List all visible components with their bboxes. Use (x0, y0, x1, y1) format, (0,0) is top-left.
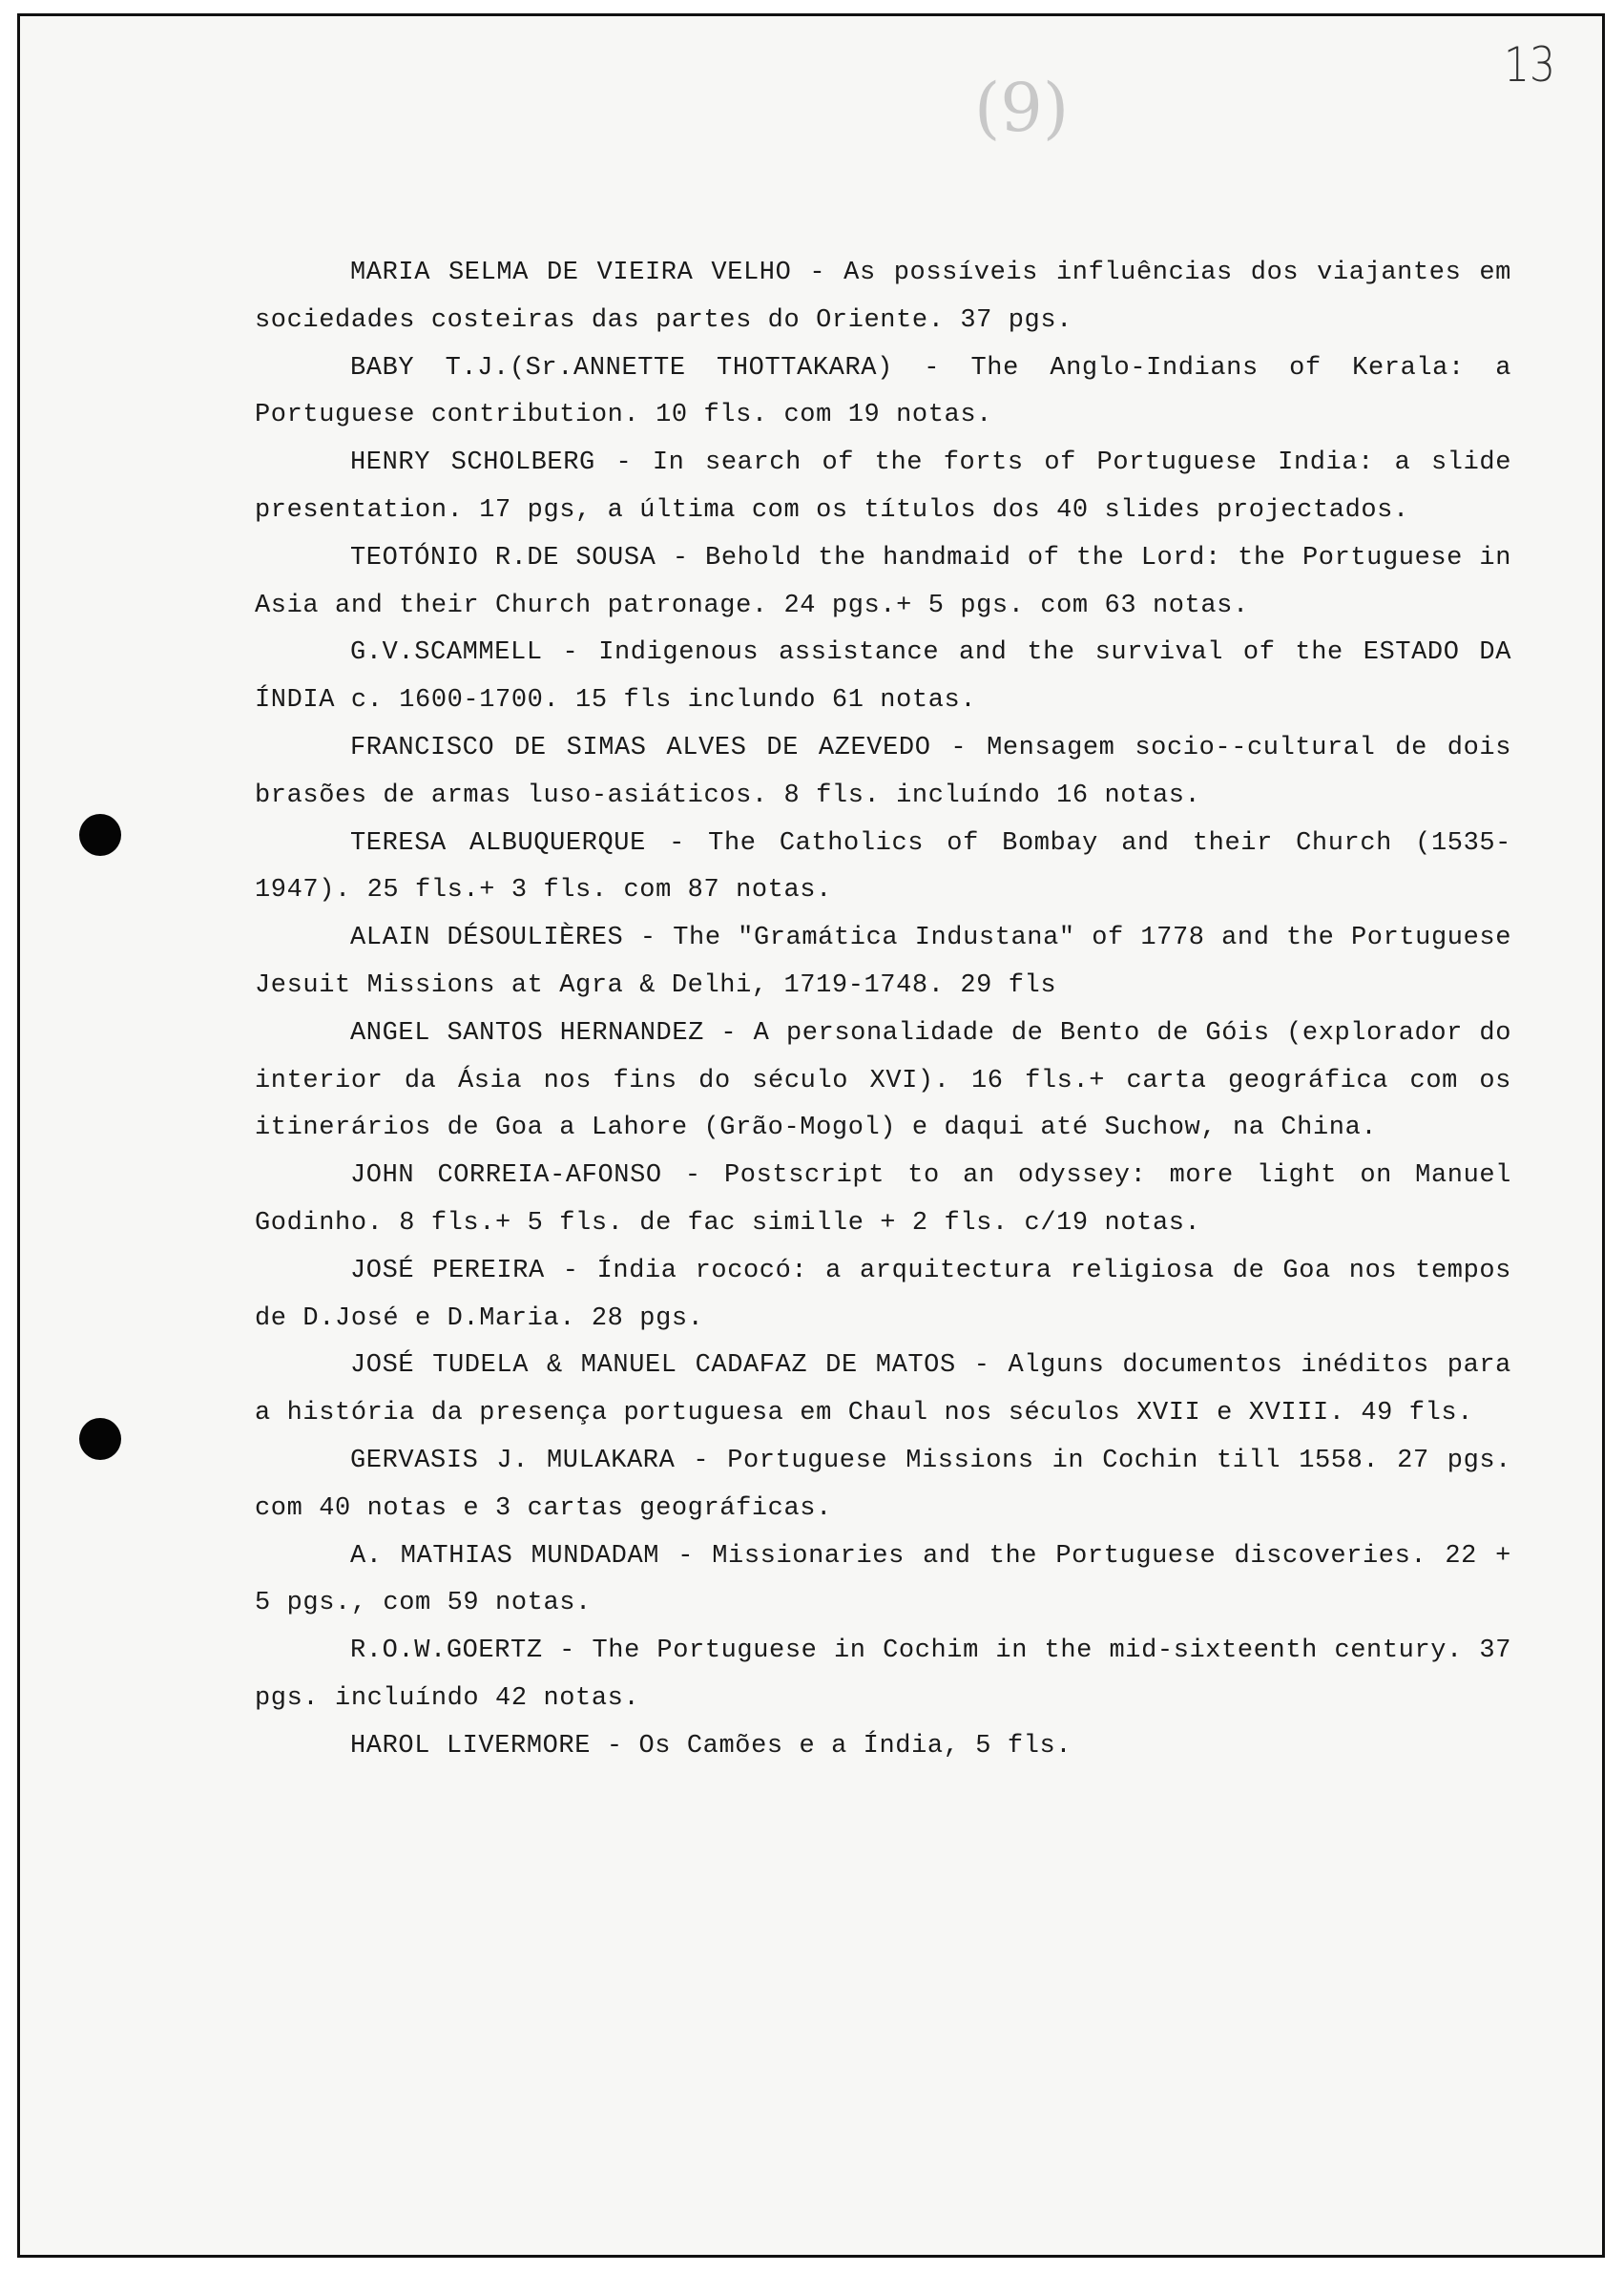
entry-2: BABY T.J.(Sr.ANNETTE THOTTAKARA) - The Anglo-Indians of Kerala: a Portuguese contribution. 10 fls. com 19 notas. (255, 353, 1511, 430)
entry-5: G.V.SCAMMELL - Indigenous assistance and the survival of the ESTADO DA ÍNDIA c. 1600-1700. 15 fls inclundo 61 notas. (255, 638, 1511, 716)
pencil-annotation: (9) (974, 69, 1070, 147)
entry-10: JOHN CORREIA-AFONSO - Postscript to an odyssey: more light on Manuel Godinho. 8 fls.+ 5 fls. de fac simille + 2 fls. c/19 notas. (255, 1161, 1511, 1238)
entry-4: TEOTÓNIO R.DE SOUSA - Behold the handmaid of the Lord: the Portuguese in Asia and their Church patronage. 24 pgs.+ 5 pgs. com 63 notas. (255, 543, 1511, 620)
document-page (17, 13, 1605, 2258)
entry-11: JOSÉ PEREIRA - Índia rococó: a arquitectura religiosa de Goa nos tempos de D.José e D.Maria. 28 pgs. (255, 1256, 1511, 1333)
entry-12: JOSÉ TUDELA & MANUEL CADAFAZ DE MATOS - Alguns documentos inéditos para a história da presença portuguesa em Chaul nos séculos XVII e XVIII. 49 fls. (255, 1351, 1511, 1428)
entry-3: HENRY SCHOLBERG - In search of the forts of Portuguese India: a slide presentation. 17 pgs, a última com os títulos dos 40 slides projectados. (255, 448, 1511, 525)
punch-hole-top (79, 814, 121, 856)
page-number: 13 (1504, 37, 1556, 93)
entry-15: R.O.W.GOERTZ - The Portuguese in Cochim in the mid-sixteenth century. 37 pgs. incluíndo 42 notas. (255, 1636, 1511, 1713)
entry-1: MARIA SELMA DE VIEIRA VELHO - As possíveis influências dos viajantes em sociedades costeiras das partes do Oriente. 37 pgs. (255, 259, 1511, 335)
entry-6: FRANCISCO DE SIMAS ALVES DE AZEVEDO - Mensagem socio--cultural de dois brasões de armas luso-asiáticos. 8 fls. incluíndo 16 notas. (255, 733, 1511, 810)
entry-9: ANGEL SANTOS HERNANDEZ - A personalidade de Bento de Góis (explorador do interior da Ásia nos fins do século XVI). 16 fls.+ carta geográfica com os itinerários de Goa a Lahore (Grão-Mogol) e daqui até Suchow, na China. (255, 1018, 1511, 1143)
punch-hole-bottom (79, 1418, 121, 1460)
entry-16: HAROL LIVERMORE - Os Camões e a Índia, 5 fls. (350, 1731, 1072, 1761)
entry-13: GERVASIS J. MULAKARA - Portuguese Missions in Cochin till 1558. 27 pgs. com 40 notas e 3 cartas geográficas. (255, 1446, 1511, 1523)
entry-8: ALAIN DÉSOULIÈRES - The "Gramática Industana" of 1778 and the Portuguese Jesuit Missions at Agra & Delhi, 1719-1748. 29 fls (255, 924, 1511, 1000)
entry-list (255, 250, 1511, 1771)
entry-14: A. MATHIAS MUNDADAM - Missionaries and the Portuguese discoveries. 22 + 5 pgs., com 59 notas. (255, 1541, 1511, 1618)
entry-7: TERESA ALBUQUERQUE - The Catholics of Bombay and their Church (1535-1947). 25 fls.+ 3 fls. com 87 notas. (255, 828, 1511, 906)
